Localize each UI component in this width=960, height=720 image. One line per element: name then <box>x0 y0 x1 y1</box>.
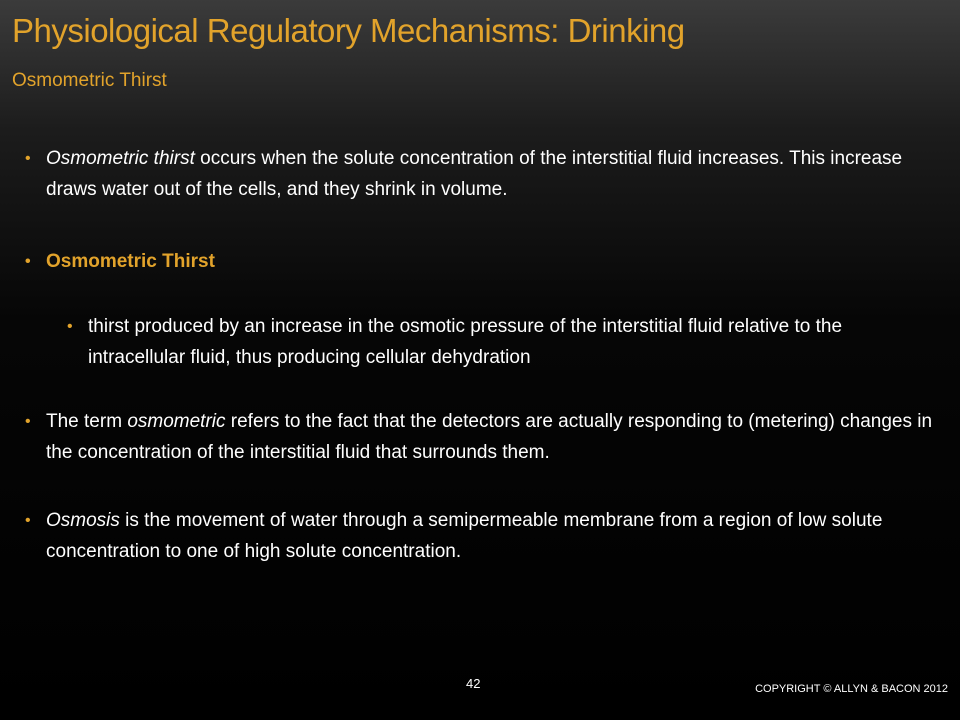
bullet-item <box>25 505 936 567</box>
bullet-emphasis: Osmometric thirst <box>46 148 195 169</box>
bullet-emphasis: Osmosis <box>46 510 120 531</box>
bullet-text: thirst produced by an increase in the osmotic pressure of the interstitial fluid relative to the intracellular fluid, thus producing cellular dehydration <box>88 316 843 368</box>
bullet-icon: • <box>25 150 31 167</box>
bullet-text: occurs when the solute concentration of the interstitial fluid increases. This increase draws water out of the cells, and they shrink in volume. <box>46 148 903 200</box>
bullet-text: Osmometric Thirst <box>46 251 215 272</box>
slide-title: Physiological Regulatory Mechanisms: Drinking <box>12 12 685 49</box>
slide-subtitle: Osmometric Thirst <box>12 70 167 91</box>
copyright-notice: COPYRIGHT © ALLYN & BACON 2012 <box>755 683 948 695</box>
bullet-item-heading <box>25 246 936 277</box>
bullet-text: is the movement of water through a semipermeable membrane from a region of low solute concentration to one of high solute concentration. <box>46 510 883 562</box>
bullet-icon: • <box>25 253 31 270</box>
bullet-icon: • <box>25 413 31 430</box>
bullet-icon: • <box>67 318 73 335</box>
bullet-text: refers to the fact that the detectors are actually responding to (metering) changes in the concentration of the interstitial fluid that surrounds them. <box>46 411 933 463</box>
sub-bullet-item <box>67 311 936 373</box>
bullet-item <box>25 143 936 205</box>
bullet-prefix: The term <box>46 411 128 432</box>
bullet-emphasis: osmometric <box>127 411 226 432</box>
bullet-icon: • <box>25 512 31 529</box>
page-number: 42 <box>466 676 481 691</box>
bullet-item <box>25 406 936 468</box>
